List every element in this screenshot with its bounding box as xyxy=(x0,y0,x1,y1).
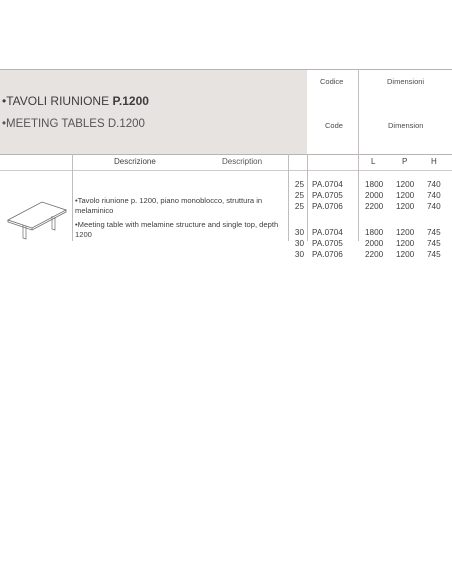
table-cell-H: 740 xyxy=(427,190,441,200)
thickness-column-group-2 xyxy=(289,228,304,260)
table-cell-code: PA.0706 xyxy=(312,201,343,211)
codice-label: Codice xyxy=(320,77,344,86)
H-column-group-2 xyxy=(427,228,441,260)
table-cell-P: 1200 xyxy=(396,249,415,259)
column-P: P xyxy=(402,157,408,166)
table-cell-L: 2200 xyxy=(365,249,384,259)
title-italian: •TAVOLI RIUNIONE P.1200 xyxy=(2,94,149,108)
table-cell-L: 2000 xyxy=(365,190,384,200)
code-column-group-2 xyxy=(312,228,343,260)
table-cell-L: 2000 xyxy=(365,238,384,248)
H-column-group-1 xyxy=(427,180,441,212)
top-rule xyxy=(0,69,452,70)
table-cell-code: PA.0704 xyxy=(312,228,343,237)
table-cell-P: 1200 xyxy=(396,201,415,211)
table-cell-code: PA.0705 xyxy=(312,190,343,200)
table-cell-H: 740 xyxy=(427,180,441,189)
table-cell-L: 1800 xyxy=(365,180,384,189)
column-header-rule xyxy=(0,170,452,171)
table-cell-H: 745 xyxy=(427,228,441,237)
L-column-group-2 xyxy=(365,228,383,260)
L-column-group-1 xyxy=(365,180,383,212)
table-cell-L: 1800 xyxy=(365,228,384,237)
table-cell-thickness: 25 xyxy=(294,190,304,200)
table-cell-P: 1200 xyxy=(396,190,415,200)
thickness-column-group-1 xyxy=(289,180,304,212)
table-cell-L: 2200 xyxy=(365,201,384,211)
description-italian: •Tavolo riunione p. 1200, piano monoblocco, struttura in melaminico xyxy=(75,196,263,216)
column-descrizione: Descrizione xyxy=(114,157,156,166)
meeting-table-drawing xyxy=(6,196,68,242)
description-english: •Meeting table with melamine structure and single top, depth 1200 xyxy=(75,220,279,240)
table-cell-code: PA.0704 xyxy=(312,180,343,189)
image-divider xyxy=(72,154,73,241)
header-band xyxy=(0,69,307,154)
table-cell-thickness: 30 xyxy=(294,238,304,248)
P-column-group-2 xyxy=(396,228,414,260)
code-column-group-1 xyxy=(312,180,343,212)
table-cell-H: 745 xyxy=(427,238,441,248)
table-cell-code: PA.0706 xyxy=(312,249,343,259)
thickness-divider xyxy=(307,154,308,241)
table-cell-P: 1200 xyxy=(396,180,415,189)
code-label: Code xyxy=(325,121,343,130)
code-divider xyxy=(358,154,359,241)
column-L: L xyxy=(371,157,376,166)
dimensioni-label: Dimensioni xyxy=(387,77,425,86)
table-cell-H: 745 xyxy=(427,249,441,259)
table-cell-H: 740 xyxy=(427,201,441,211)
header-divider xyxy=(358,69,359,154)
table-cell-code: PA.0705 xyxy=(312,238,343,248)
title-english: •MEETING TABLES D.1200 xyxy=(2,118,145,130)
table-cell-P: 1200 xyxy=(396,238,415,248)
dimension-label: Dimension xyxy=(388,121,424,130)
table-cell-P: 1200 xyxy=(396,228,415,237)
table-cell-thickness: 25 xyxy=(294,180,304,189)
table-cell-thickness: 25 xyxy=(294,201,304,211)
column-H: H xyxy=(431,157,437,166)
table-cell-thickness: 30 xyxy=(294,228,304,237)
header-bottom-rule xyxy=(0,154,452,155)
table-cell-thickness: 30 xyxy=(294,249,304,259)
column-description: Description xyxy=(222,157,263,166)
P-column-group-1 xyxy=(396,180,414,212)
